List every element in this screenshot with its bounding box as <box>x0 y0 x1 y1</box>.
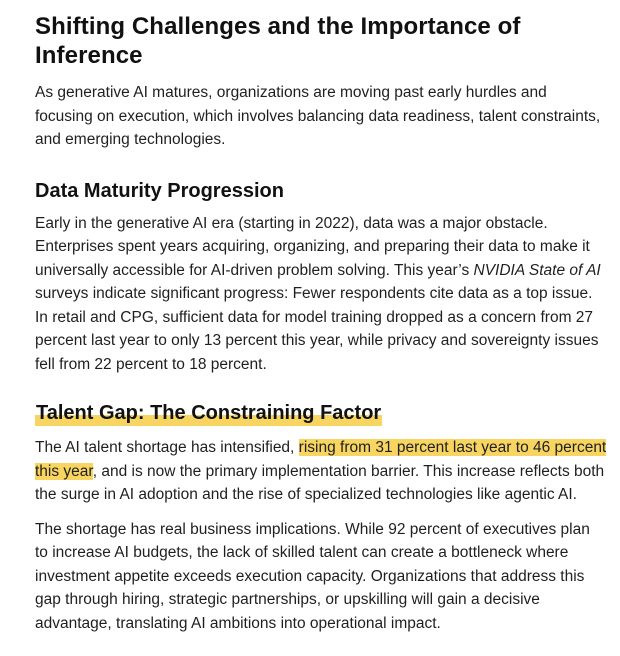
data-maturity-text-end: surveys indicate significant progress: Fewer respondents cite data as a top issue. In retail and CPG, sufficient data for model training dropped as a concern from 27 percent last year to only 13 percent this year, while privacy and sovereignty issues fell from 22 percent to 18 percent. <box>35 285 599 373</box>
intro-paragraph: As generative AI matures, organizations are moving past early hurdles and focusing on execution, which involves balancing data readiness, talent constraints, and emerging technologies. <box>35 84 601 148</box>
data-maturity-heading: Data Maturity Progression <box>35 179 284 202</box>
talent-statistic-highlight: rising from 31 percent last year to 46 percent this year <box>35 439 607 480</box>
article <box>35 12 607 635</box>
data-maturity-text-start: Early in the generative AI era (starting in 2022), data was a major obstacle. Enterprises spent years acquiring, organizing, and preparing their data to make it universally accessible for AI-driven problem solving. This year’s <box>35 214 590 279</box>
report-name: NVIDIA State of AI <box>473 261 601 279</box>
data-maturity-paragraph <box>35 212 607 377</box>
talent-gap-paragraph-1 <box>35 436 607 507</box>
talent-gap-paragraph-2: The shortage has real business implications. While 92 percent of executives plan to increase AI budgets, the lack of skilled talent can create a bottleneck where investment appetite exceeds execution capacity. Organizations that address this gap through hiring, strategic partnerships, or upskilling will gain a decisive advantage, translating AI ambitions into operational impact. <box>35 520 590 632</box>
talent-gap-section <box>35 400 607 635</box>
talent-gap-heading: Talent Gap: The Constraining Factor <box>36 402 382 424</box>
data-maturity-section <box>35 178 607 377</box>
talent-gap-text-end: , and is now the primary implementation barrier. This increase reflects both the surge in AI adoption and the rise of specialized technologies like agentic AI. <box>35 462 605 503</box>
talent-gap-text-start: The AI talent shortage has intensified, <box>35 439 299 456</box>
article-title: Shifting Challenges and the Importance of Inference <box>35 13 521 69</box>
